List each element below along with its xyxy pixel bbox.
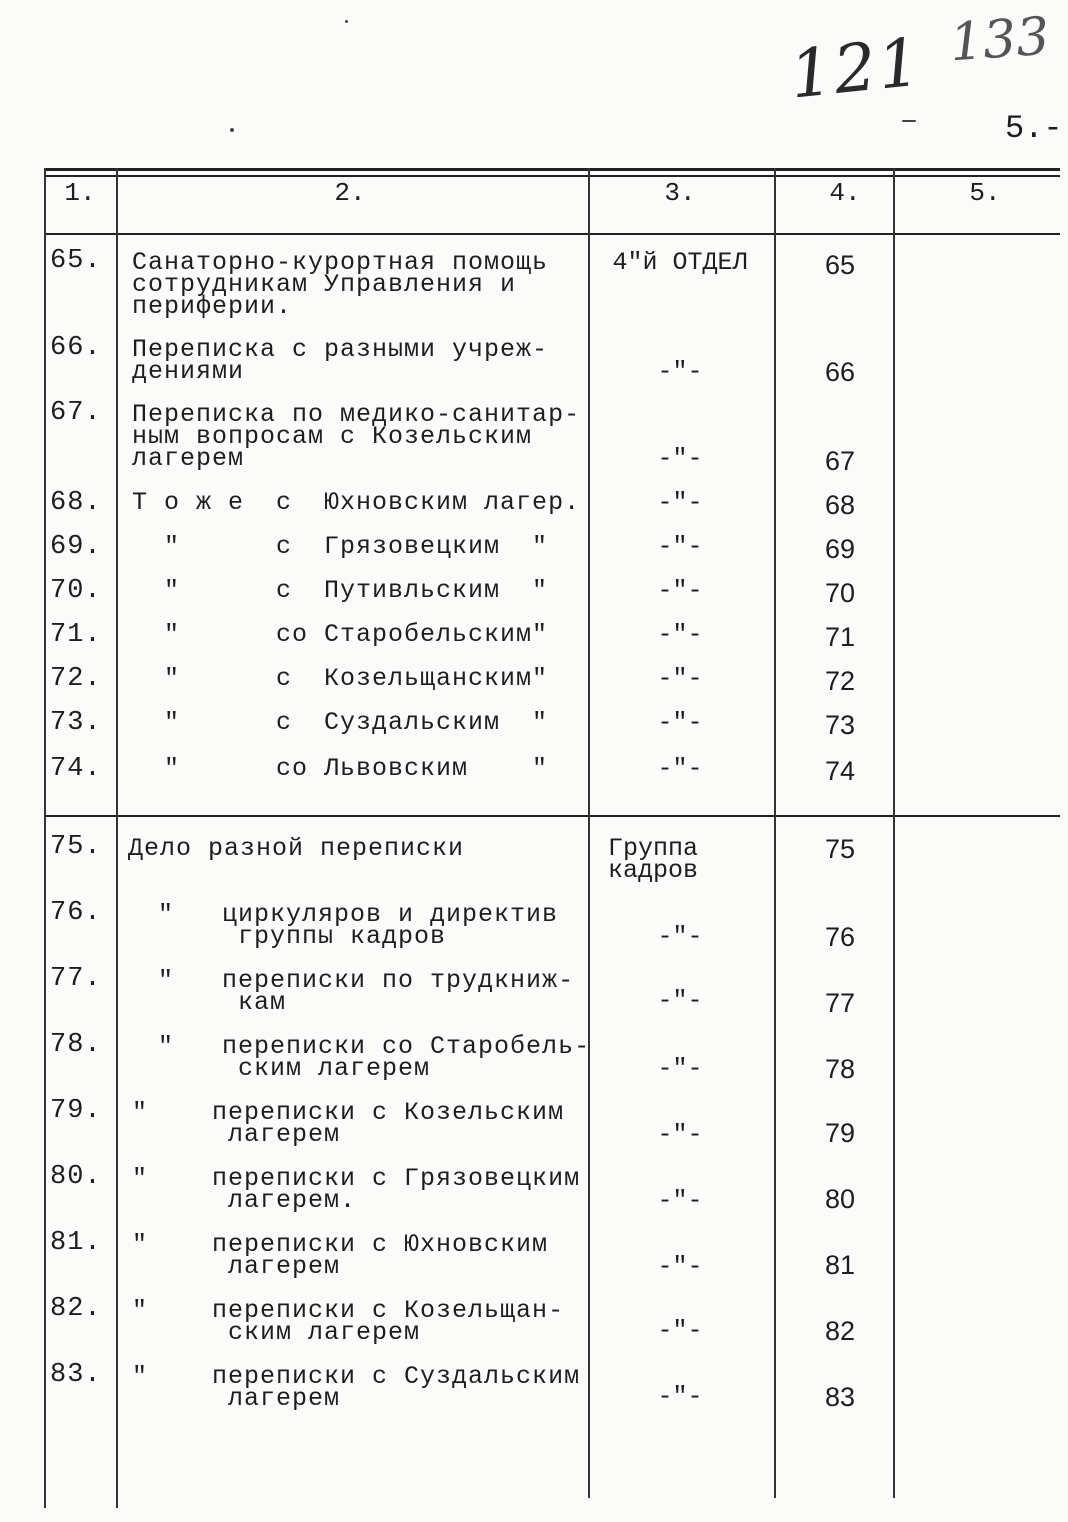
row-item-number: 76	[824, 922, 856, 952]
row-item-number: 68	[824, 490, 856, 520]
row-description: " переписки с Козельщан- ским лагерем	[132, 1296, 565, 1347]
row-number: 82.	[50, 1294, 102, 1324]
row-description: " переписки со Старобель- ским лагерем	[158, 1032, 591, 1083]
row-number: 72.	[50, 664, 102, 694]
row-department: -"-	[657, 1054, 703, 1083]
row-item-number: 66	[824, 357, 856, 387]
row-number: 68.	[50, 488, 102, 518]
row-department: -"-	[657, 708, 703, 737]
row-item-number: 65	[824, 250, 856, 280]
row-number: 73.	[50, 708, 102, 738]
row-department: 4"й ОТДЕЛ	[612, 248, 748, 277]
header-col-1: 1.	[64, 178, 96, 208]
row-description: Санаторно-курортная помощь сотрудникам Управления и периферии.	[132, 248, 549, 321]
row-item-number: 81	[824, 1250, 856, 1280]
row-description: " переписки с Юхновским лагерем	[132, 1230, 549, 1281]
row-item-number: 72	[824, 666, 856, 696]
row-number: 81.	[50, 1228, 102, 1258]
row-description: Переписка по медико-санитар- ным вопросам с Козельским лагерем	[132, 400, 581, 473]
header-col-2: 2.	[334, 178, 366, 208]
row-item-number: 77	[824, 988, 856, 1018]
row-description: " с Путивльским "	[132, 576, 549, 605]
row-description: " переписки с Грязовецким лагерем.	[132, 1164, 581, 1215]
row-department: -"-	[657, 664, 703, 693]
row-department: -"-	[657, 532, 703, 561]
row-department: -"-	[657, 986, 703, 1015]
row-department: -"-	[657, 620, 703, 649]
row-number: 83.	[50, 1360, 102, 1390]
row-department: -"-	[657, 1252, 703, 1281]
row-number: 74.	[50, 754, 102, 784]
row-description: Дело разной переписки	[128, 834, 465, 863]
row-department: -"-	[657, 1316, 703, 1345]
handwritten-folio-number: 133	[948, 6, 1052, 74]
row-department: -"-	[657, 1120, 703, 1149]
row-number: 77.	[50, 964, 102, 994]
row-description: " переписки с Суздальским лагерем	[132, 1362, 581, 1413]
row-description: Переписка с разными учреж- дениями	[132, 335, 549, 386]
row-item-number: 82	[824, 1316, 856, 1346]
row-item-number: 71	[824, 622, 856, 652]
row-number: 79.	[50, 1096, 102, 1126]
row-item-number: 74	[824, 756, 856, 786]
row-number: 67.	[50, 398, 102, 428]
row-description: Т о ж е с Юхновским лагер.	[132, 488, 581, 517]
row-item-number: 80	[824, 1184, 856, 1214]
page-number: 5.-	[1005, 110, 1063, 147]
row-number: 78.	[50, 1030, 102, 1060]
row-description: " с Грязовецким "	[132, 532, 549, 561]
row-item-number: 70	[824, 578, 856, 608]
row-item-number: 83	[824, 1382, 856, 1412]
row-description: " с Суздальским "	[132, 708, 549, 737]
row-item-number: 75	[824, 834, 856, 864]
row-description: " со Старобельским"	[132, 620, 549, 649]
handwritten-sheet-number: 121	[786, 23, 926, 114]
row-number: 76.	[50, 898, 102, 928]
row-department: -"-	[657, 754, 703, 783]
row-department: Группа кадров	[608, 834, 699, 885]
row-department: -"-	[657, 488, 703, 517]
row-number: 70.	[50, 576, 102, 606]
row-department: -"-	[657, 922, 703, 951]
row-number: 69.	[50, 532, 102, 562]
row-department: -"-	[657, 357, 703, 386]
row-department: -"-	[657, 1382, 703, 1411]
header-col-3: 3.	[664, 178, 696, 208]
row-number: 66.	[50, 333, 102, 363]
row-description: " циркуляров и директив группы кадров	[158, 900, 559, 951]
row-number: 65.	[50, 246, 102, 276]
row-description: " переписки по трудкниж- кам	[158, 966, 575, 1017]
row-item-number: 69	[824, 534, 856, 564]
row-description: " переписки с Козельским лагерем	[132, 1098, 565, 1149]
row-department: -"-	[657, 1186, 703, 1215]
header-col-4: 4.	[829, 178, 861, 208]
row-item-number: 79	[824, 1118, 856, 1148]
row-number: 75.	[50, 832, 102, 862]
row-number: 80.	[50, 1162, 102, 1192]
header-col-5: 5.	[969, 178, 1001, 208]
row-description: " со Львовским "	[132, 754, 549, 783]
row-department: -"-	[657, 444, 703, 473]
row-number: 71.	[50, 620, 102, 650]
row-item-number: 78	[824, 1054, 856, 1084]
row-description: " с Козельщанским"	[132, 664, 549, 693]
row-item-number: 67	[824, 446, 856, 476]
row-item-number: 73	[824, 710, 856, 740]
row-department: -"-	[657, 576, 703, 605]
